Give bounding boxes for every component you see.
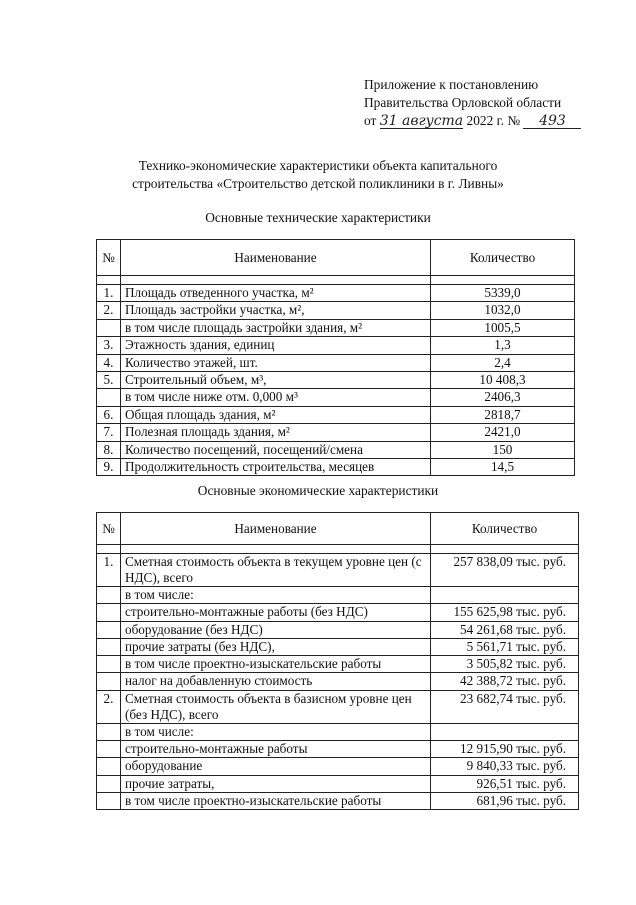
table-row: [97, 638, 579, 655]
row-num: [97, 638, 121, 655]
table-row: [97, 604, 579, 621]
econ-heading: Основные экономические характеристики: [197, 483, 439, 498]
row-name: налог на добавленную стоимость: [121, 673, 431, 690]
econ-col-num: №: [97, 513, 121, 545]
row-num: 6.: [97, 406, 121, 423]
row-qty: 12 915,90 тыс. руб.: [431, 741, 579, 758]
row-name: Площадь застройки участка, м²,: [121, 302, 431, 319]
row-num: 4.: [97, 354, 121, 371]
row-num: [97, 604, 121, 621]
row-qty: 10 408,3: [431, 371, 575, 388]
tech-table: [96, 239, 575, 476]
table-row: [97, 587, 579, 604]
row-name: Этажность здания, единиц: [121, 337, 431, 354]
row-name: Продолжительность строительства, месяцев: [121, 458, 431, 475]
approval-date: [380, 112, 463, 130]
row-qty: 5 561,71 тыс. руб.: [431, 638, 579, 655]
row-num: 7.: [97, 424, 121, 441]
row-num: [97, 621, 121, 638]
row-name: Общая площадь здания, м²: [121, 406, 431, 423]
row-qty: 14,5: [431, 458, 575, 475]
number-underline: [523, 128, 581, 129]
document-title-line-2: строительства «Строительство детской поликлиники в г. Ливны»: [132, 176, 504, 191]
row-name: в том числе:: [121, 723, 431, 740]
row-qty: [431, 723, 579, 740]
econ-spacer-row: [97, 545, 579, 554]
document-title: [90, 157, 546, 193]
table-row: [97, 302, 575, 319]
row-qty: 1,3: [431, 337, 575, 354]
document-title-line-1: Технико-экономические характеристики объекта капитального: [138, 158, 498, 173]
row-name: Сметная стоимость объекта в текущем уровне цен (с НДС), всего: [121, 554, 431, 587]
table-row: [97, 673, 579, 690]
row-name: в том числе проектно-изыскательские работы: [121, 792, 431, 809]
date-underline: [380, 128, 463, 129]
row-qty: 2,4: [431, 354, 575, 371]
row-name: Сметная стоимость объекта в базисном уровне цен (без НДС), всего: [121, 690, 431, 723]
table-row: [97, 389, 575, 406]
row-name: оборудование: [121, 758, 431, 775]
row-num: 9.: [97, 458, 121, 475]
approval-prefix: от: [364, 113, 377, 128]
row-qty: 150: [431, 441, 575, 458]
row-name: Строительный объем, м³,: [121, 371, 431, 388]
row-qty: 155 625,98 тыс. руб.: [431, 604, 579, 621]
row-name: прочие затраты (без НДС),: [121, 638, 431, 655]
row-name: Площадь отведенного участка, м²: [121, 285, 431, 302]
row-name: Количество посещений, посещений/смена: [121, 441, 431, 458]
tech-col-num: №: [97, 240, 121, 276]
econ-header-row: [97, 513, 579, 545]
econ-col-name: Наименование: [121, 513, 431, 545]
econ-col-qty: Количество: [431, 513, 579, 545]
row-num: 1.: [97, 285, 121, 302]
approval-line-3: [364, 112, 594, 130]
row-num: 1.: [97, 554, 121, 587]
table-row: [97, 319, 575, 336]
row-qty: 926,51 тыс. руб.: [431, 775, 579, 792]
row-name: строительно-монтажные работы: [121, 741, 431, 758]
row-qty: 2406,3: [431, 389, 575, 406]
row-qty: 1032,0: [431, 302, 575, 319]
row-qty: 5339,0: [431, 285, 575, 302]
table-row: [97, 285, 575, 302]
row-num: [97, 319, 121, 336]
row-qty: 9 840,33 тыс. руб.: [431, 758, 579, 775]
approval-block: [364, 76, 594, 130]
approval-year: 2022 г. №: [466, 113, 521, 128]
row-name: в том числе:: [121, 587, 431, 604]
row-num: 5.: [97, 371, 121, 388]
table-row: [97, 371, 575, 388]
table-row: [97, 741, 579, 758]
row-name: оборудование (без НДС): [121, 621, 431, 638]
row-name: Количество этажей, шт.: [121, 354, 431, 371]
table-row: [97, 441, 575, 458]
table-row: [97, 337, 575, 354]
row-num: 8.: [97, 441, 121, 458]
row-name: Полезная площадь здания, м²: [121, 424, 431, 441]
row-num: [97, 673, 121, 690]
table-row: [97, 554, 579, 587]
row-name: прочие затраты,: [121, 775, 431, 792]
table-row: [97, 458, 575, 475]
approval-number: [523, 112, 581, 130]
row-name: строительно-монтажные работы (без НДС): [121, 604, 431, 621]
row-qty: 3 505,82 тыс. руб.: [431, 656, 579, 673]
table-row: [97, 656, 579, 673]
table-row: [97, 775, 579, 792]
row-num: [97, 775, 121, 792]
row-num: [97, 587, 121, 604]
row-num: [97, 723, 121, 740]
row-qty: [431, 587, 579, 604]
row-qty: 2421,0: [431, 424, 575, 441]
handwritten-number: 493: [539, 113, 566, 129]
row-qty: 257 838,09 тыс. руб.: [431, 554, 579, 587]
tech-col-qty: Количество: [431, 240, 575, 276]
table-row: [97, 758, 579, 775]
table-row: [97, 690, 579, 723]
row-num: [97, 656, 121, 673]
econ-table: [96, 512, 579, 810]
row-num: 3.: [97, 337, 121, 354]
approval-line-2: Правительства Орловской области: [364, 95, 562, 110]
tech-header-row: [97, 240, 575, 276]
table-row: [97, 406, 575, 423]
row-qty: 54 261,68 тыс. руб.: [431, 621, 579, 638]
row-num: 2.: [97, 690, 121, 723]
table-row: [97, 354, 575, 371]
row-qty: 42 388,72 тыс. руб.: [431, 673, 579, 690]
row-num: 2.: [97, 302, 121, 319]
table-row: [97, 723, 579, 740]
row-name: в том числе проектно-изыскательские работы: [121, 656, 431, 673]
row-name: в том числе площадь застройки здания, м²: [121, 319, 431, 336]
handwritten-date: 31 августа: [379, 113, 464, 129]
row-name: в том числе ниже отм. 0,000 м³: [121, 389, 431, 406]
table-row: [97, 621, 579, 638]
tech-heading: Основные технические характеристики: [205, 210, 431, 225]
row-num: [97, 389, 121, 406]
table-row: [97, 792, 579, 809]
row-qty: 23 682,74 тыс. руб.: [431, 690, 579, 723]
tech-spacer-row: [97, 276, 575, 285]
row-qty: 2818,7: [431, 406, 575, 423]
row-num: [97, 758, 121, 775]
row-qty: 1005,5: [431, 319, 575, 336]
table-row: [97, 424, 575, 441]
row-qty: 681,96 тыс. руб.: [431, 792, 579, 809]
row-num: [97, 741, 121, 758]
row-num: [97, 792, 121, 809]
tech-col-name: Наименование: [121, 240, 431, 276]
approval-line-1: Приложение к постановлению: [364, 77, 539, 92]
